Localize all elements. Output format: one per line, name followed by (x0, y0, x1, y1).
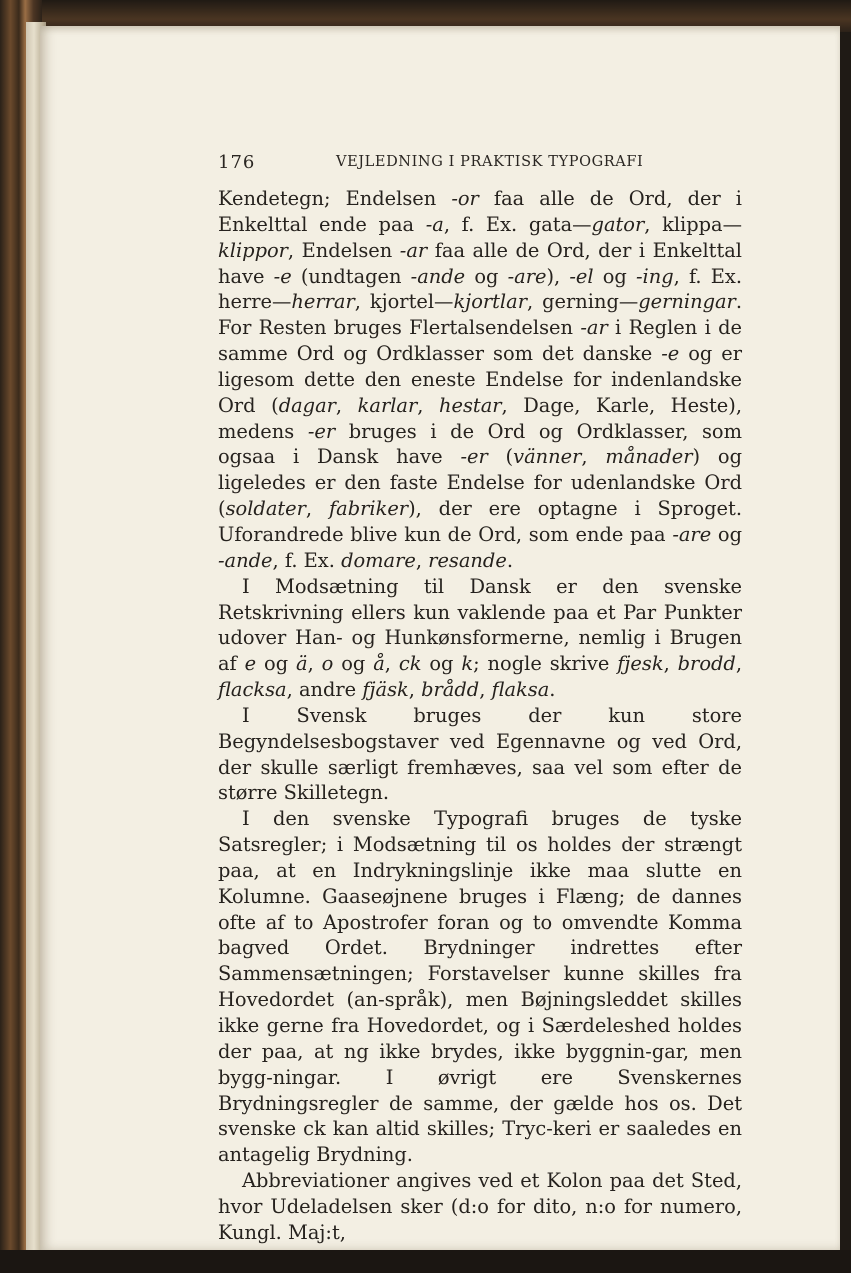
paragraph-3: I Svensk bruges der kun store Begyndelsesbogstaver ved Egennavne og ved Ord, der skulle særligt fremhæves, saa vel som efter de større Skilletegn. (218, 703, 742, 805)
italic-term: ck (398, 652, 422, 676)
italic-term: -e (273, 264, 292, 288)
italic-term: klippor (218, 238, 288, 262)
paragraph-4: I den svenske Typografi bruges de tyske Satsregler; i Modsætning til os holdes der strængt paa, at en Indrykningslinje ikke maa slutte en Kolumne. Gaaseøjnene bruges i Flæng; de dannes ofte af to Apostrofer foran og to omvendte Komma bagved Ordet. Brydninger indrettes efter Sammensætningen; Forstavelser kunne skilles fra Hovedordet (an-språk), men Bøjningsleddet skilles ikke gerne fra Hovedordet, og i Særdeleshed holdes der paa, at ng ikke brydes, ikke byggnin-gar, men bygg-ningar. I øvrigt ere Svenskernes Brydningsregler de samme, der gælde hos os. Det svenske ck kan altid skilles; Tryc-keri er saaledes en antagelig Brydning. (218, 807, 742, 1167)
italic-term: hestar (438, 393, 502, 417)
italic-term: -ing (635, 264, 674, 288)
italic-term: månader (605, 445, 693, 469)
italic-term: -ar (580, 316, 608, 340)
page-number: 176 (218, 152, 256, 173)
italic-term: karlar (357, 393, 418, 417)
italic-term: brodd (677, 652, 736, 676)
italic-term: dagar (278, 393, 336, 417)
italic-term: ä (296, 652, 308, 676)
paragraph-2: I Modsætning til Dansk er den svenske Retskrivning ellers kun vaklende paa et Par Punkter udover Han- og Hunkønsformerne, nemlig i Brugen af e og ä, o og å, ck og k; nogle skrive fjesk, brodd, flacksa, andre fjäsk, brådd, flaksa. (218, 574, 742, 702)
italic-term: -are (672, 522, 712, 546)
italic-term: flaksa (491, 678, 550, 702)
italic-term: o (321, 652, 334, 676)
italic-term: å (373, 652, 385, 676)
italic-term: fjesk (617, 652, 664, 676)
italic-term: -er (307, 419, 336, 443)
paragraph-1: Kendetegn; Endelsen -or faa alle de Ord, der i Enkelttal ende paa -a, f. Ex. gata—gator, klippa—klippor, Endelsen -ar faa alle de Ord, der i Enkelttal have -e (undtagen -ande og -are), -el og -ing, f. Ex. herre—herrar, kjortel—kjortlar, gerning—gerningar. For Resten bruges Flertalsendelsen -ar i Reglen i de samme Ord og Ordklasser som det danske -e og er ligesom dette den eneste Endelse for indenlandske Ord (dagar, karlar, hestar, Dage, Karle, Heste), medens -er bruges i de Ord og Ordklasser, som ogsaa i Dansk have -er (vänner, månader) og ligeledes er den faste Endelse for udenlandske Ord (soldater, fabriker), der ere optagne i Sproget. Uforandrede blive kun de Ord, som ende paa -are og -ande, f. Ex. domare, resande. (218, 187, 743, 572)
italic-term: -e (661, 342, 680, 366)
italic-term: -ande (410, 264, 466, 288)
italic-term: -are (507, 264, 547, 288)
book-binding-bottom (0, 1250, 851, 1273)
italic-term: gator (591, 212, 645, 236)
paragraph-5: Abbreviationer angives ved et Kolon paa det Sted, hvor Udeladelsen sker (d:o for dito, n:o for numero, Kungl. Maj:t, (218, 1169, 742, 1244)
italic-term: resande (428, 548, 507, 572)
italic-term: fabriker (328, 497, 409, 521)
italic-term: herrar (291, 290, 355, 314)
running-title: VEJLEDNING I PRAKTISK TYPOGRAFI (336, 154, 644, 170)
italic-term: vänner (513, 445, 582, 469)
italic-term: k (461, 652, 474, 676)
italic-term: e (244, 652, 257, 676)
italic-term: fjäsk (362, 678, 409, 702)
page-header (218, 152, 742, 178)
body-text (218, 186, 742, 1246)
italic-term: gerningar (638, 290, 736, 314)
italic-term: -er (460, 445, 488, 469)
italic-term: -ande (218, 548, 273, 572)
italic-term: soldater (225, 497, 306, 521)
italic-term: -el (569, 264, 594, 288)
italic-term: brådd (421, 678, 480, 702)
italic-term: kjortlar (453, 290, 527, 314)
italic-term: domare (341, 548, 416, 572)
italic-term: -a (425, 212, 444, 236)
italic-term: -ar (399, 238, 428, 262)
italic-term: flacksa (218, 678, 287, 702)
italic-term: -or (451, 187, 479, 210)
